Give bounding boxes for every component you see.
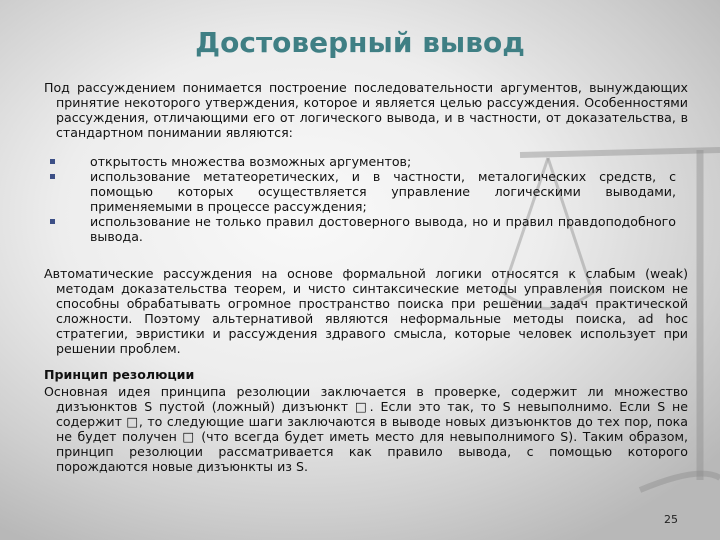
bullet-marker [50, 174, 55, 179]
bullet-marker [50, 219, 55, 224]
intro-paragraph: Под рассуждением понимается построение последовательности аргументов, вынуждающих принятие некоторого утверждения, которое и является целью рассуждения. Особенностями рассуждения, отличающими его от логического вывода, и в частности, от доказательства, в стандартном понимании являются: [44, 80, 688, 141]
list-item-text: открытость множества возможных аргументов; [90, 154, 412, 169]
page-number: 25 [664, 513, 678, 526]
automatic-reasoning-paragraph: Автоматические рассуждения на основе формальной логики относятся к слабым (weak) методам доказательства теорем, и чисто синтаксические методы управления поиском не способны обрабатывать огромное пространство поиска при решении задач практической сложности. Поэтому альтернативой являются неформальные методы поиска, ad hoc стратегии, эвристики и рассуждения здравого смысла, которые человек использует при решении проблем. [44, 266, 688, 357]
list-item-text: использование метатеоретических, и в частности, металогических средств, с помощью которых осуществляется управление логическими выводами, применяемыми в процессе рассуждения; [90, 169, 676, 215]
list-item [44, 154, 676, 169]
features-list [44, 154, 676, 245]
list-item [44, 169, 676, 214]
list-item [44, 214, 676, 244]
resolution-paragraph: Основная идея принципа резолюции заключается в проверке, содержит ли множество дизъюнктов S пустой (ложный) дизъюнкт □. Если это так, то S невыполнимо. Если S не содержит □, то следующие шаги заключаются в выводе новых дизъюнктов до тех пор, пока не будет получен □ (что всегда будет иметь место для невыполнимого S). Таким образом, принцип резолюции рассматривается как правило вывода, с помощью которого порождаются новые дизъюнкты из S. [44, 384, 688, 475]
bullet-marker [50, 159, 55, 164]
resolution-heading: Принцип резолюции [44, 367, 195, 382]
list-item-text: использование не только правил достоверного вывода, но и правил правдоподобного вывода. [90, 214, 676, 245]
slide-title: Достоверный вывод [195, 26, 525, 59]
